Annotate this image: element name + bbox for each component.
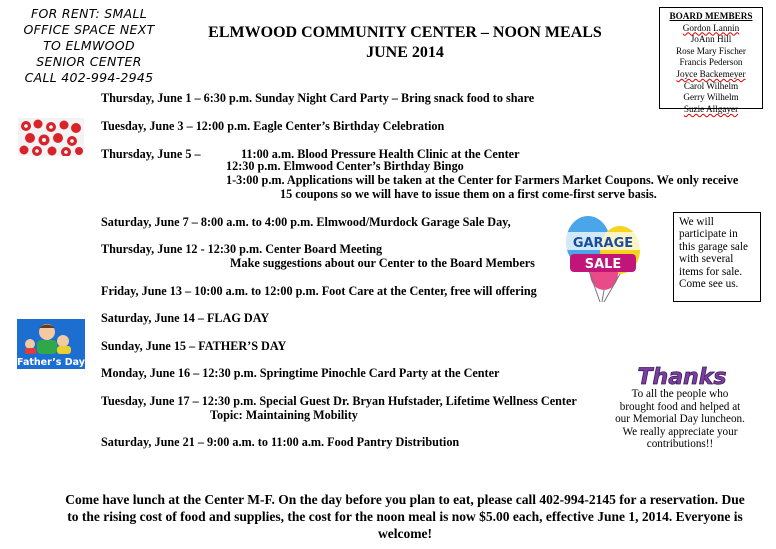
garage-sale-balloons-image <box>560 212 646 304</box>
board-member: Gerry Wilhelm <box>683 92 739 103</box>
thanks-word: Thanks <box>637 365 727 390</box>
rent-line: FOR RENT: SMALL <box>31 6 147 21</box>
event-june-16: Monday, June 16 – 12:30 p.m. Springtime Pinochle Card Party at the Center <box>101 366 500 380</box>
event-june-12-note: Make suggestions about our Center to the Board Members <box>230 256 535 270</box>
garage-word: GARAGE <box>572 236 634 251</box>
event-june-12: Thursday, June 12 - 12:30 p.m. Center Board Meeting <box>101 242 383 256</box>
footer-note: Come have lunch at the Center M-F. On the day before you plan to eat, please call 402-994-2145 for a reservation. Due to the rising cost of food and supplies, the cost for the noon meal is now $5.00 each, effective June 1, 2014. Everyone is welcome! <box>65 492 745 541</box>
event-june-3: Tuesday, June 3 – 12:00 p.m. Eagle Center’s Birthday Celebration <box>101 119 445 133</box>
rent-line: CALL 402-994-2945 <box>24 70 154 85</box>
event-june-1: Thursday, June 1 – 6:30 p.m. Sunday Night Card Party – Bring snack food to share <box>101 91 535 105</box>
sale-word: SALE <box>584 257 622 272</box>
event-june-5-coupons-cont: 15 coupons so we will have to issue them on a first come-first serve basis. <box>280 187 657 201</box>
fathers-day-image <box>17 319 85 369</box>
rent-line: TO ELMWOOD <box>43 38 135 53</box>
event-june-7: Saturday, June 7 – 8:00 a.m. to 4:00 p.m. Elmwood/Murdock Garage Sale Day, <box>101 215 511 229</box>
event-june-17-topic: Topic: Maintaining Mobility <box>210 408 358 422</box>
event-june-5-date: Thursday, June 5 – <box>101 147 201 161</box>
event-june-14: Saturday, June 14 – FLAG DAY <box>101 311 270 325</box>
board-members-box <box>659 7 763 114</box>
board-member: Rose Mary Fischer <box>676 45 746 56</box>
board-member: Gordon Lannin <box>682 22 740 33</box>
rent-line: SENIOR CENTER <box>36 54 142 69</box>
rent-notice <box>14 6 164 86</box>
board-member: JoAnn Hill <box>690 34 732 45</box>
fathers-day-label: Father’s Day <box>17 357 85 368</box>
page-title: ELMWOOD COMMUNITY CENTER – NOON MEALS <box>208 24 602 41</box>
board-member: Francis Pederson <box>679 57 743 68</box>
event-june-21: Saturday, June 21 – 9:00 a.m. to 11:00 a.m. Food Pantry Distribution <box>101 435 460 449</box>
board-heading: BOARD MEMBERS <box>669 11 753 21</box>
board-member: Joyce Backemeyer <box>676 68 746 79</box>
bingo-balls-image <box>18 118 84 156</box>
rent-line: OFFICE SPACE NEXT <box>23 22 155 37</box>
event-june-13: Friday, June 13 – 10:00 a.m. to 12:00 p.m. Foot Care at the Center, free will offering <box>101 284 537 298</box>
event-june-5-clinic: 11:00 a.m. Blood Pressure Health Clinic at the Center <box>241 147 520 161</box>
event-june-5-coupons: 1-3:00 p.m. Applications will be taken at the Center for Farmers Market Coupons. We only receive <box>226 173 739 187</box>
garage-sale-note: We will participate in this garage sale with several items for sale. Come see us. <box>673 212 761 302</box>
thanks-note: To all the people who brought food and helped at our Memorial Day luncheon. We really appreciate your contributions!! <box>615 388 745 451</box>
event-june-17: Tuesday, June 17 – 12:30 p.m. Special Guest Dr. Bryan Hufstader, Lifetime Wellness Center <box>101 394 577 408</box>
page-subtitle: JUNE 2014 <box>366 44 444 61</box>
event-june-5-bingo: 12:30 p.m. Elmwood Center’s Birthday Bingo <box>226 159 464 173</box>
event-june-15: Sunday, June 15 – FATHER’S DAY <box>101 339 287 353</box>
thanks-image <box>636 362 728 390</box>
board-member: Suzie Allgayer <box>683 103 739 114</box>
board-member: Carol Wilhelm <box>683 80 739 91</box>
